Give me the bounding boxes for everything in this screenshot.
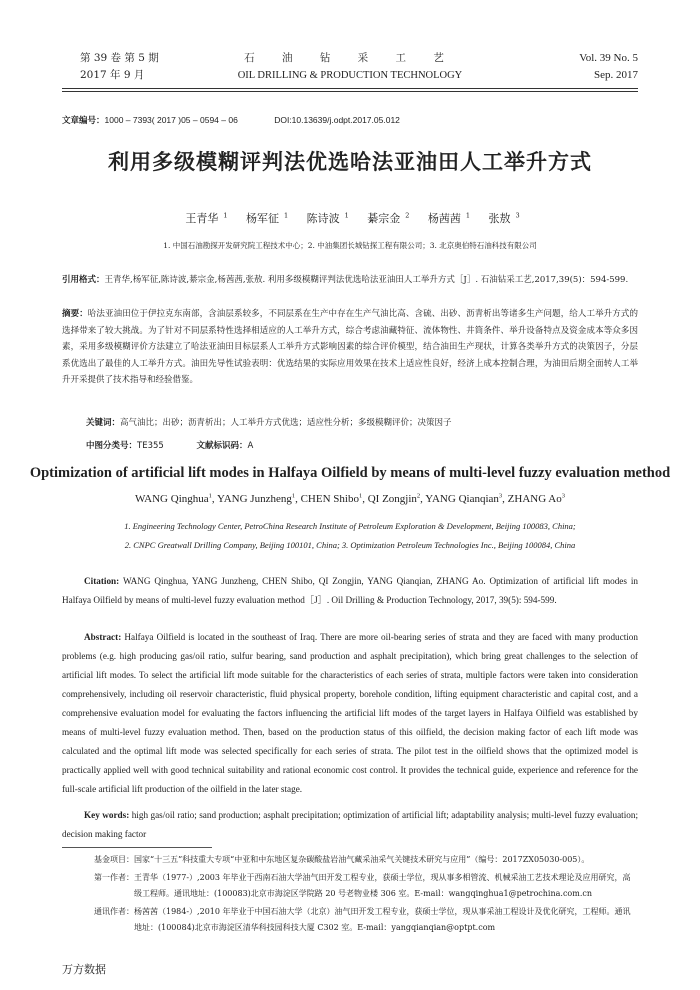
cn-classification [86,439,253,451]
cn-author: 杨军征 $^1$ [245,211,289,225]
journal-name-en: OIL DRILLING & PRODUCTION TECHNOLOGY [237,70,463,81]
en-citation-text: WANG Qinghua, YANG Junzheng, CHEN Shibo, QI Zongjin, YANG Qianqian, ZHANG Ao. Optimization of artificial lift modes in Halfaya Oilfield by means of multi-level fuzzy evaluation method［J］. Oil Drilling & Production Technology, 2017, 39(5): 594-599. [62,576,638,605]
en-abstract-label: Abstract: [84,632,122,642]
en-affiliation-1: 1. Engineering Technology Center, PetroChina Research Institute of Petroleum Exploration & Development, Beijing 100083, China; [124,521,576,531]
cn-author: 王青华 $^1$ [185,211,228,225]
en-authors [0,493,700,505]
volume-issue-en: Vol. 39 No. 5 [579,52,638,64]
en-author: YANG Qianqian$^3$, [425,492,508,505]
footnote-label: 第一作者： [94,873,134,882]
cn-keywords [86,416,452,428]
journal-name-cn: 石 油 钻 采 工 艺 [244,52,456,64]
cn-author: 张敖 $^3$ [488,211,520,225]
footnote-text: 王青华（1977-）,2003 年毕业于西南石油大学油气田开发工程专业，获硕士学位，现从事多相管流、机械采油工艺技术理论及应用研究，高级工程师。通讯地址：(100083)北京市海淀区学院路 20 号老物业楼 306 室。E-mail：wangqinghua1@petrochina.com.cn [134,873,631,898]
cn-abstract-text: 哈法亚油田位于伊拉克东南部，含油层系较多，不同层系在生产中存在生产气油比高、含硫、出砂、沥青析出等诸多生产问题，给人工举升方式的选择带来了较大挑战。为了针对不同层系特性选择相适应的人工举升方式，综合考虑油藏特征、流体物性、井筒条件、举升设备特点及资金成本等众多因素，采用多级模糊评价方法建立了哈法亚油田目标层系人工举升方式影响因素的综合评价模型，结合油田生产现状，计算各类举升方式的决策因子，分层系优选出了最佳的人工举升方式。油田先导性试验表明：优选结果的实际应用效果在技术上适应性良好，经济上成本控制合理，为油田后期全面转人工举升开采提供了技术指导和经验借鉴。 [62,309,638,385]
en-author: WANG Qinghua$^1$, [135,492,217,505]
cn-affiliations: 1. 中国石油勘探开发研究院工程技术中心；2. 中油集团长城钻探工程有限公司；3. 北京奥伯特石油科技有限公司 [163,241,537,250]
footnote-funding [62,852,638,868]
footnote-text: 国家“十三五”科技重大专项“中亚和中东地区复杂碳酸盐岩油气藏采油采气关键技术研究与应用”（编号：2017ZX05030-005）。 [134,855,590,864]
journal-volume-en [579,50,638,84]
cn-author: 陈诗波 $^1$ [306,211,349,225]
cn-citation [62,272,638,289]
cn-author: 綦宗金 $^2$ [367,211,410,225]
en-abstract [62,628,638,799]
en-keywords [62,806,638,844]
footnote-text: 杨茜茜（1984-）,2010 年毕业于中国石油大学（北京）油气田开发工程专业，获硕士学位，现从事采油工程设计及优化研究，工程师。通讯地址：(100084)北京市海淀区清华科技园科技大厦 C302 室。E-mail：yangqianqian@optpt.com [134,907,631,932]
cn-keywords-text: 高气油比；出砂；沥青析出；人工举升方式优选；适应性分析；多级模糊评价；决策因子 [120,418,452,428]
en-keywords-label: Key words: [84,810,130,820]
en-citation-label: Citation: [84,576,120,586]
volume-issue-cn: 第 39 卷 第 5 期 [80,52,159,64]
cn-abstract [62,306,638,389]
footnote-corresponding-author [62,904,638,936]
cn-authors [0,210,700,226]
doc-code-value: A [247,441,254,451]
cn-keywords-label: 关键词： [86,418,121,428]
cn-title: 利用多级模糊评判法优选哈法亚油田人工举升方式 [108,150,592,174]
article-number-line [62,114,400,126]
en-citation [62,572,638,610]
header-rule-top [62,88,638,89]
en-author: ZHANG Ao$^3$ [507,492,565,505]
cn-author: 杨茜茜 $^1$ [427,211,471,225]
cn-citation-label: 引用格式： [62,275,105,285]
footnote-rule [62,847,212,848]
cn-citation-text: 王青华,杨军征,陈诗波,綦宗金,杨茜茜,张敖. 利用多级模糊评判法优选哈法亚油田人工举升方式［J］. 石油钻采工艺,2017,39(5)：594-599. [104,275,629,285]
article-number-label: 文章编号： [62,115,105,125]
clc-label: 中图分类号： [86,441,138,451]
cn-abstract-label: 摘要： [62,309,88,319]
clc-value: TE355 [137,441,164,451]
article-number: 1000 – 7393( 2017 )05 – 0594 – 06 [104,115,238,125]
en-affiliation-2: 2. CNPC Greatwall Drilling Company, Beijing 100101, China; 3. Optimization Petroleum Technologies Inc., Beijing 100084, China [124,540,576,550]
en-keywords-text: high gas/oil ratio; sand production; asphalt precipitation; optimization of artificial lift; adaptability analysis; multi-level fuzzy evaluation; decision making factor [62,810,638,839]
date-cn: 2017 年 9 月 [80,69,145,81]
en-title: Optimization of artificial lift modes in Halfaya Oilfield by means of multi-level fuzzy evaluation method [29,465,671,481]
header-rule-bottom [62,91,638,92]
footnote-label: 通讯作者： [94,907,134,916]
watermark: 万方数据 [62,963,106,976]
footnote-first-author [62,870,638,902]
en-abstract-text: Halfaya Oilfield is located in the southeast of Iraq. There are more oil-bearing series of strata and they are faced with many production problems (e.g. high producing gas/oil ratio, sulfur bearing, sand production and asphalt precipitation), which bring great challenges to the selection of artificial lift modes. To select the artificial lift mode suitable for the characteristics of each series of strata, multiple factors were taken into consideration comprehensively, including oil reservoir characteristic, fluid physical property, borehole condition, lifting equipment characteristic and capital cost, and a comprehensive evaluation model for evaluating the factors influencing the artificial lift modes of the target layers in Halfaya Oilfield was established by means of multi-level fuzzy evaluation method. Then, based on the production status of this oilfield, the decision making factor of each lift mode was calculated and the optimal lift mode was selected specifically for each series of strata. The pilot test in the oilfield shows that the optimized model is practically applied well with good technical suitability and rational economic cost control. It provides the technical guide, experience and reference for the full-scale artificial lift production of the oilfield in the later stage. [62,632,638,794]
footnote-label: 基金项目： [94,855,134,864]
en-author: CHEN Shibo$^1$, [300,492,368,505]
en-author: YANG Junzheng$^1$, [216,492,301,505]
doi: DOI:10.13639/j.odpt.2017.05.012 [274,115,400,125]
doc-code-label: 文献标识码： [196,441,248,451]
date-en: Sep. 2017 [594,69,638,81]
en-author: QI Zongjin$^2$, [367,492,426,505]
